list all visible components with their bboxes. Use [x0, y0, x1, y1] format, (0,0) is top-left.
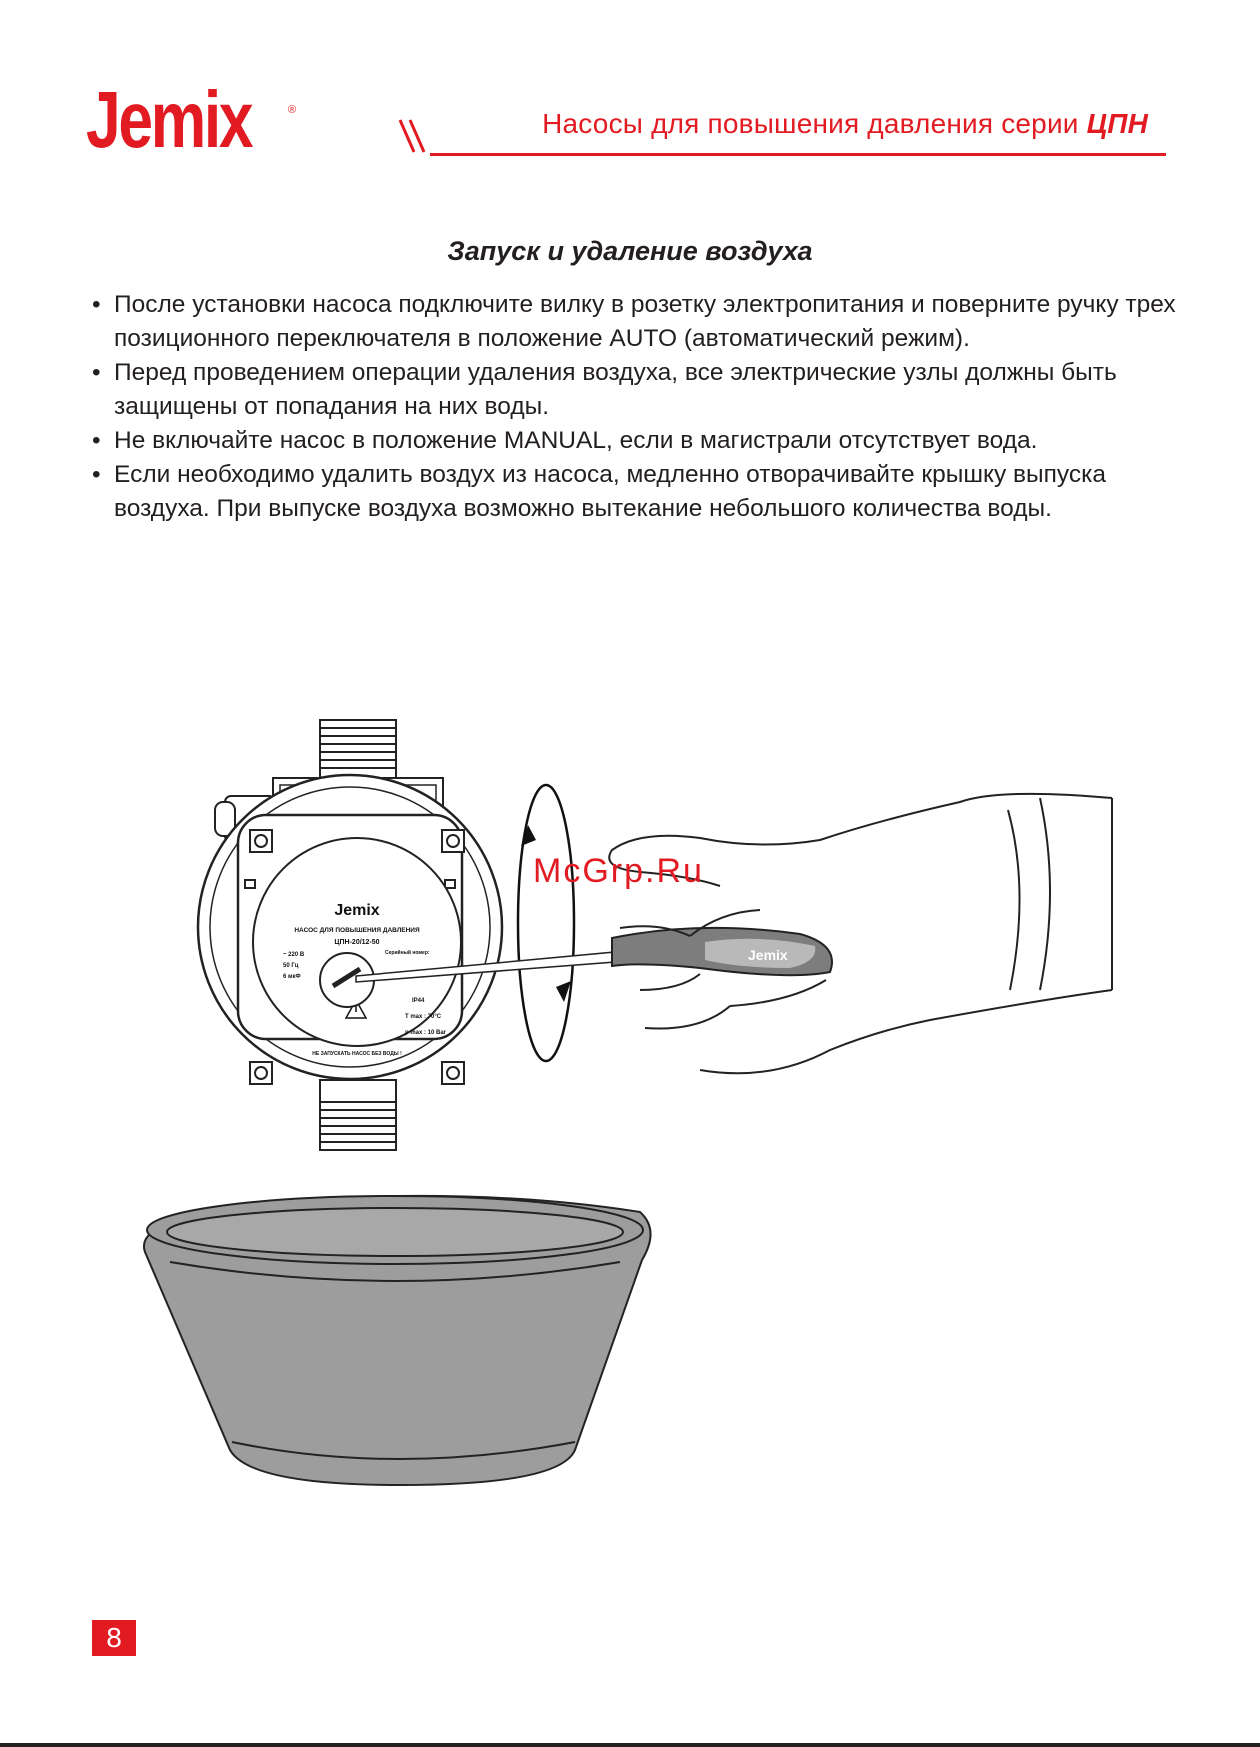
header-title — [542, 108, 1148, 140]
header-title-text: Насосы для повышения давления серии — [542, 108, 1087, 139]
list-item: • После установки насоса подключите вилку в розетку электропитания и поверните ручку трех позиционного переключателя в положение AUTO (автоматический режим). — [92, 288, 1182, 356]
list-item: • Перед проведением операции удаления воздуха, все электрические узлы должны быть защищены от попадания на них воды. — [92, 356, 1182, 424]
pump-illustration — [0, 690, 1260, 1590]
pump-ip: IP44 — [412, 998, 425, 1004]
header-slashes-icon — [398, 118, 438, 158]
list-item: • Если необходимо удалить воздух из насоса, медленно отворачивайте крышку выпуска воздуха. При выпуске воздуха возможно вытекание небольшого количества воды. — [92, 458, 1182, 526]
pump-brand: Jemix — [334, 902, 380, 919]
rotation-arrows-icon — [518, 785, 574, 1061]
header-rule — [430, 153, 1166, 156]
logo-text: Jemix — [86, 75, 252, 164]
pump-serial: Серийный номер: — [385, 950, 430, 956]
header-series: ЦПН — [1086, 108, 1148, 139]
pump-model: ЦПН-20/12-50 — [334, 939, 380, 946]
list-item: • Не включайте насос в положение MANUAL, если в магистрали отсутствует вода. — [92, 424, 1182, 458]
pump-warning: НЕ ЗАПУСКАТЬ НАСОС БЕЗ ВОДЫ ! — [312, 1051, 402, 1057]
hand-icon — [609, 794, 1112, 1073]
lower-pipe-icon — [320, 1080, 396, 1150]
screwdriver-brand: Jemix — [748, 947, 788, 963]
pump-pmax: p max : 10 Bar — [405, 1030, 447, 1036]
watermark: McGrp.Ru — [533, 852, 704, 890]
pump-tmax: T max : 70°C — [405, 1014, 442, 1020]
pump-line1: НАСОС ДЛЯ ПОВЫШЕНИЯ ДАВЛЕНИЯ — [294, 927, 420, 934]
section-title: Запуск и удаление воздуха — [447, 236, 813, 266]
page-number: 8 — [92, 1620, 136, 1656]
registered-mark: ® — [288, 104, 297, 116]
pump-voltage: ~ 220 В — [283, 952, 305, 958]
water-basin-icon — [144, 1196, 651, 1485]
bottom-rule — [0, 1743, 1260, 1747]
pump-freq: 50 Гц — [283, 963, 299, 969]
instructions-list — [92, 288, 1182, 526]
pump-cap: 6 мкФ — [283, 974, 301, 980]
